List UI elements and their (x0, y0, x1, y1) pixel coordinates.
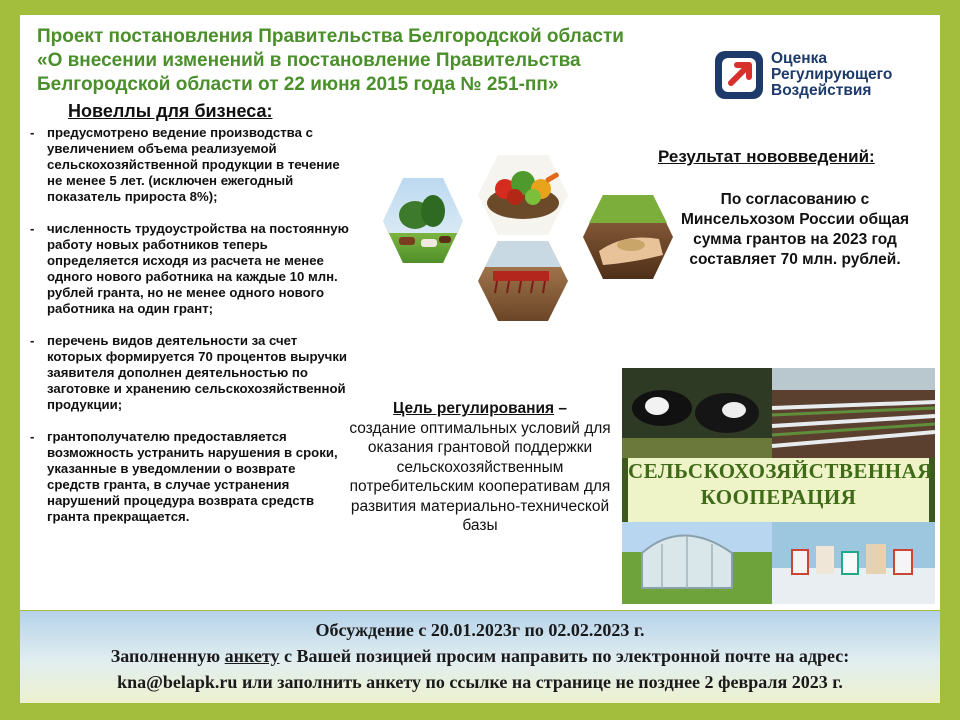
grain-hex (583, 195, 673, 279)
page-title (37, 25, 697, 97)
list-item: - грантополучателю предоставляется возможность устранить нарушения в сроки, указанные в уведомлении о возврате средств гранта, в случае устранения нарушений процедура возврата средств гранта прекращается. (30, 429, 338, 524)
discussion-period: Обсуждение с 20.01.2023г по 02.02.2023 г. (315, 620, 645, 640)
novelties-heading: Новеллы для бизнеса: (68, 101, 273, 121)
contact-email[interactable]: kna@belapk.ru (117, 672, 238, 692)
orv-logo (713, 49, 913, 109)
title-line-1: Проект постановления Правительства Белгородской области (37, 26, 624, 47)
list-item: - предусмотрено ведение производства с увеличением объема реализуемой сельскохозяйственной продукции в течение не менее 5 лет. (исключен ежегодный показатель прироста 8%); (30, 125, 340, 204)
title-line-3: Белгородской области от 22 июня 2015 года № 251-пп» (37, 74, 559, 95)
result-text: По согласованию с Минсельхозом России общая сумма грантов на 2023 год составляет 70 млн. рублей. (680, 191, 910, 268)
cooperation-banner: СЕЛЬСКОХОЗЯЙСТВЕННАЯ КООПЕРАЦИЯ (628, 458, 929, 522)
footer-line-2: Заполненную анкету с Вашей позицией просим направить по электронной почте на адрес: (110, 646, 850, 666)
result-heading: Результат нововведений: (658, 147, 875, 166)
pasture-hex (383, 178, 463, 263)
list-item: - численность трудоустройства на постоянную работу новых работников теперь определяется исходя из расчета не менее одного нового работника на каждые 10 млн. рублей гранта, но не менее одного нового работника на один грант; (30, 221, 349, 316)
cooperation-collage (622, 368, 935, 604)
tractor-hex (478, 241, 568, 321)
novelties-list (30, 125, 350, 541)
orv-logo-text: Оценка Регулирующего Воздействия (771, 50, 893, 99)
slide-panel (20, 15, 940, 610)
goal-text: создание оптимальных условий для оказания грантовой поддержки сельскохозяйственным потребительским кооперативам для развития материально-технической базы (349, 419, 611, 534)
list-item: - перечень видов деятельности за счет которых формируется 70 процентов выручки заявителя дополнен деятельностью по заготовке и хранению сельскохозяйственной продукции; (30, 333, 348, 412)
vegetables-hex (478, 155, 568, 235)
questionnaire-link[interactable]: анкету (224, 646, 280, 666)
orv-logo-icon (713, 49, 765, 101)
goal-block: Цель регулирования – создание оптимальных условий для оказания грантовой поддержки сельскохозяйственным потребительским кооперативам для развития материально-технической базы (345, 399, 615, 536)
goal-heading: Цель регулирования (393, 400, 555, 417)
footer-banner (20, 611, 940, 703)
title-line-2: «О внесении изменений в постановление Правительства (37, 50, 581, 71)
agriculture-hex-collage (363, 153, 683, 323)
footer-line-3: kna@belapk.ru или заполнить анкету по ссылке на странице не позднее 2 февраля 2023 г. (117, 672, 843, 692)
